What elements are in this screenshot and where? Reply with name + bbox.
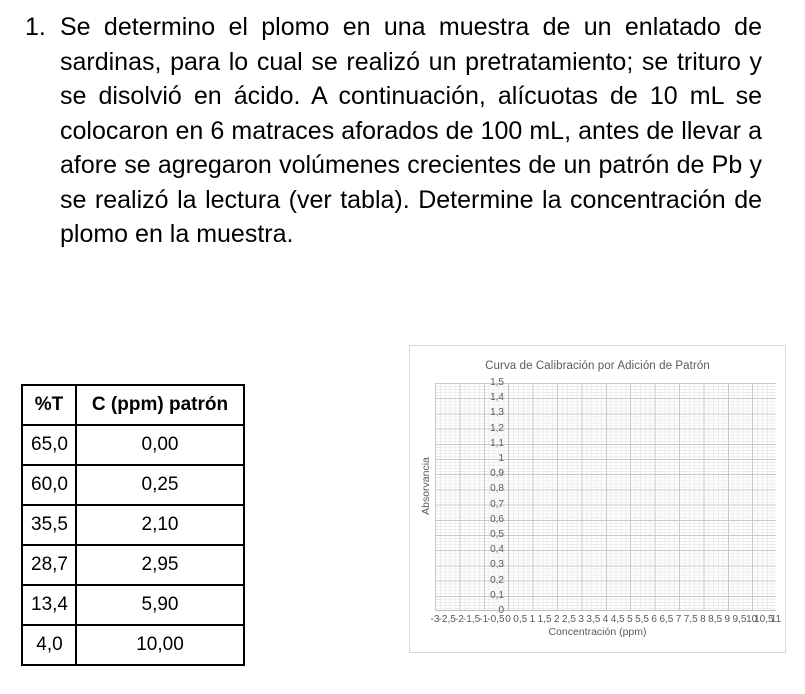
question-line-1: enlatado de sardinas, para lo cual se realizó un: [60, 13, 762, 76]
y-axis-title: [419, 416, 433, 556]
y-axis-tick-label: 0,3: [490, 559, 504, 571]
x-axis-tick-label: 4,5: [610, 614, 625, 625]
x-axis-tick-label: 11: [770, 614, 782, 625]
x-axis-tick-label: 10,5: [754, 614, 774, 625]
y-axis-tick-label: 1,5: [490, 377, 504, 388]
x-axis-tick-label: -2,5: [438, 614, 456, 625]
cell-transmittance: 28,7: [22, 545, 76, 585]
y-axis-title-text: Absorvancia: [420, 457, 432, 515]
cell-concentration: 5,90: [76, 585, 244, 625]
y-axis-tick-labels: [470, 377, 504, 617]
x-axis-tick-label: 9,5: [732, 614, 747, 625]
table-row: [22, 545, 244, 585]
column-header-transmittance: %T: [22, 385, 76, 425]
question-text: [60, 10, 762, 252]
x-axis-tick-label: 3: [578, 614, 584, 625]
cell-transmittance: 35,5: [22, 505, 76, 545]
x-axis-tick-labels: [430, 613, 782, 627]
table-row: [22, 425, 244, 465]
question-line-4: matraces aforados de 100 mL, antes de llevar a: [231, 116, 762, 145]
question-line-5: afore se agregaron volúmenes crecientes de un: [60, 151, 592, 179]
question-line-7: Determine la concentración de plomo en la muestra.: [60, 185, 763, 248]
question-row: [22, 10, 762, 252]
question-line-0: Se determino el plomo en una muestra de un: [60, 13, 612, 41]
question-line-3: continuación, alícuotas de 10 mL se colocaron en 6: [60, 82, 763, 145]
x-axis-tick-label: 10: [746, 614, 758, 625]
y-axis-tick-label: 1,3: [490, 407, 504, 419]
y-axis-tick-label: 1,2: [490, 422, 504, 434]
x-axis-tick-label: -0,5: [487, 614, 505, 625]
question-block: [22, 10, 762, 252]
cell-transmittance: 60,0: [22, 465, 76, 505]
table-row: [22, 625, 244, 665]
question-line-6: patrón de Pb y se realizó la lectura (ver tabla).: [60, 151, 762, 214]
data-table-container: [21, 384, 245, 666]
x-axis-tick-label: -1: [479, 614, 489, 625]
x-axis-tick-label: 0,5: [513, 614, 528, 625]
x-axis-tick-label: 7,5: [683, 614, 698, 625]
x-axis-tick-label: 5: [627, 614, 633, 625]
x-axis-title: Concentración (ppm): [548, 626, 647, 638]
y-axis-tick-label: 0,6: [490, 513, 504, 525]
y-axis-tick-label: 0: [498, 605, 504, 616]
cell-transmittance: 13,4: [22, 585, 76, 625]
y-axis-tick-label: 0,5: [490, 529, 504, 540]
calibration-chart: [409, 345, 786, 653]
cell-concentration: 0,25: [76, 465, 244, 505]
y-axis-tick-label: 0,9: [490, 468, 504, 480]
x-axis-tick-label: 2,5: [562, 614, 576, 625]
question-number: 1.: [25, 13, 46, 41]
x-axis-tick-label: 1: [529, 614, 536, 625]
y-axis-tick-label: 0,2: [490, 574, 504, 586]
column-header-concentration: C (ppm) patrón: [76, 385, 244, 425]
y-axis-tick-label: 0,7: [490, 498, 504, 510]
chart-title: Curva de Calibración por Adición de Patrón: [485, 360, 710, 372]
x-axis-tick-label: 6,5: [659, 614, 674, 625]
x-axis-tick-label: 3,5: [586, 614, 601, 625]
cell-transmittance: 65,0: [22, 425, 76, 465]
table-head: [22, 385, 244, 425]
x-axis-tick-label: -2: [454, 614, 464, 625]
table-header-row: [22, 385, 244, 425]
x-axis-tick-label: 2: [554, 614, 560, 625]
cell-concentration: 0,00: [76, 425, 244, 465]
x-axis-tick-label: -1,5: [462, 614, 481, 625]
y-axis-tick-label: 1,1: [490, 437, 504, 449]
x-axis-tick-label: 4: [602, 614, 609, 625]
y-axis-tick-label: 0,8: [490, 483, 504, 495]
x-axis-tick-label: 1,5: [537, 614, 552, 625]
table-row: [22, 505, 244, 545]
cell-transmittance: 4,0: [22, 625, 76, 665]
x-axis-tick-label: 5,5: [635, 614, 649, 625]
y-axis-tick-label: 1: [498, 453, 504, 464]
x-axis-tick-label: -3: [430, 614, 440, 625]
y-axis-tick-label: 1,4: [490, 392, 504, 404]
table-row: [22, 465, 244, 505]
table-row: [22, 585, 244, 625]
measurements-table: [21, 384, 245, 666]
x-axis-tick-label: 6: [651, 614, 657, 625]
value-axis-line: [508, 383, 509, 611]
y-axis-tick-label: 0,4: [490, 544, 504, 556]
cell-concentration: 2,10: [76, 505, 244, 545]
x-axis-tick-label: 8,5: [708, 614, 723, 625]
x-axis-tick-label: 9: [724, 614, 731, 625]
cell-concentration: 2,95: [76, 545, 244, 585]
question-line-2: pretratamiento; se trituro y se disolvió en ácido. A: [60, 47, 762, 110]
table-body: [22, 425, 244, 665]
cell-concentration: 10,00: [76, 625, 244, 665]
x-axis-tick-label: 8: [700, 614, 706, 625]
x-axis-tick-label: 0: [505, 614, 511, 625]
y-axis-tick-label: 0,1: [490, 589, 504, 601]
x-axis-tick-label: 7: [675, 614, 682, 625]
